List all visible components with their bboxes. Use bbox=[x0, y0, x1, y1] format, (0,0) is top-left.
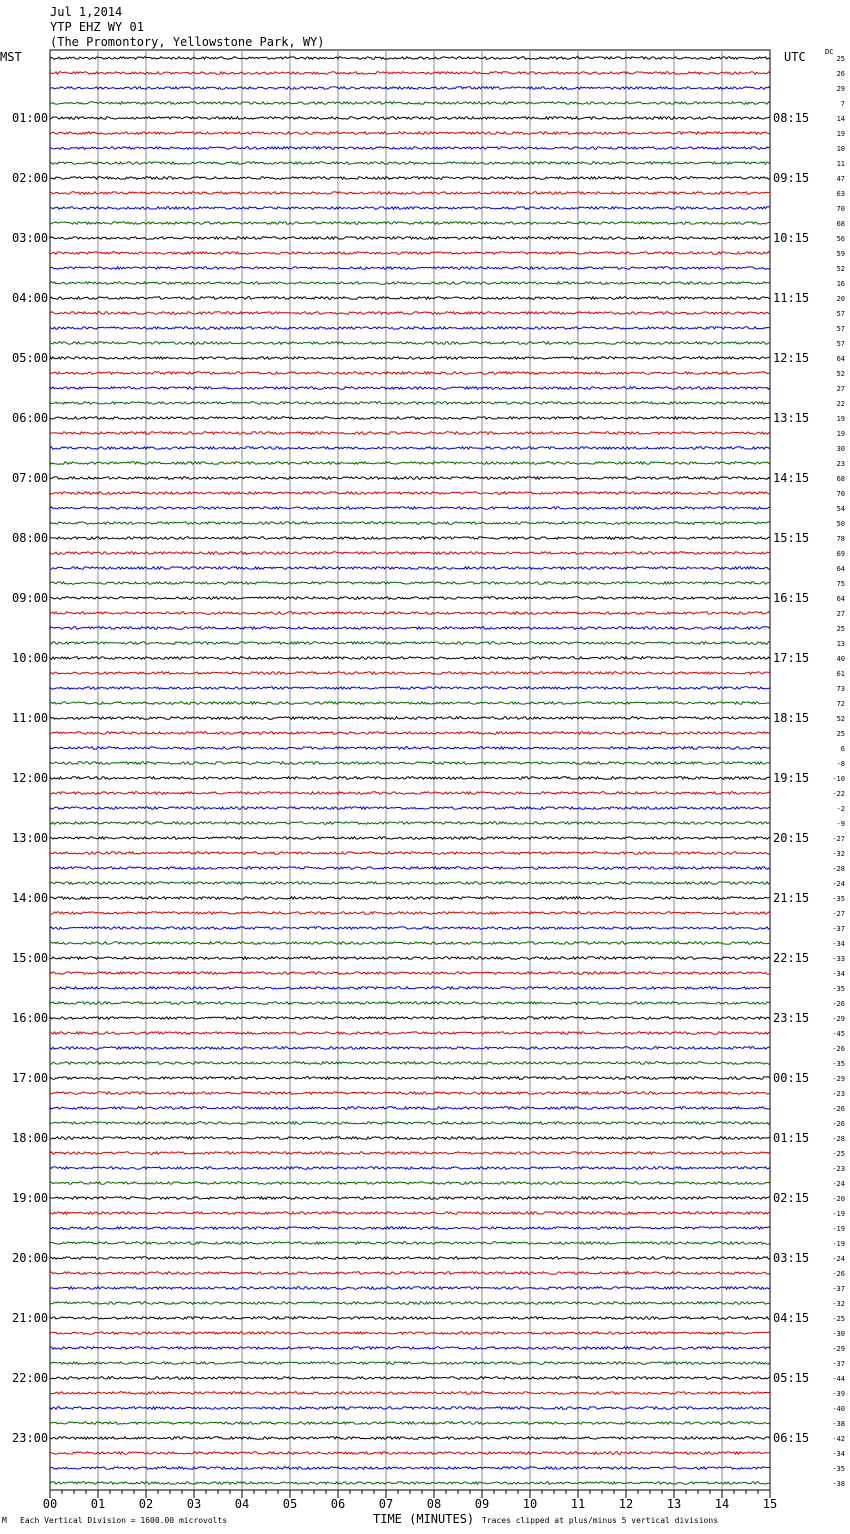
trace-line bbox=[50, 1317, 770, 1320]
trace-line bbox=[50, 747, 770, 750]
minute-grid bbox=[50, 50, 770, 1490]
dc-offset-value: 72 bbox=[836, 700, 845, 708]
dc-offset-value: 6 bbox=[840, 745, 845, 753]
dc-offset-value: 75 bbox=[836, 580, 845, 588]
dc-offset-value: 30 bbox=[836, 445, 845, 453]
trace-line bbox=[50, 1272, 770, 1275]
trace-line bbox=[50, 717, 770, 720]
mst-hour-label: 13:00 bbox=[12, 831, 49, 845]
utc-hour-label: 09:15 bbox=[773, 171, 810, 185]
dc-offset-value: -40 bbox=[832, 1405, 845, 1413]
mst-hour-label: 14:00 bbox=[12, 891, 49, 905]
dc-offset-value: 68 bbox=[836, 220, 845, 228]
trace-line bbox=[50, 267, 770, 270]
seismic-traces bbox=[50, 57, 770, 1485]
utc-hour-label: 21:15 bbox=[773, 891, 810, 905]
mst-hour-label: 12:00 bbox=[12, 771, 49, 785]
trace-line bbox=[50, 897, 770, 900]
dc-offset-value: -10 bbox=[832, 775, 845, 783]
dc-offset-value: 57 bbox=[836, 310, 845, 318]
dc-offset-value: -32 bbox=[832, 850, 845, 858]
station-location: (The Promontory, Yellowstone Park, WY) bbox=[50, 35, 325, 49]
trace-line bbox=[50, 957, 770, 960]
trace-line bbox=[50, 312, 770, 315]
mst-hour-label: 05:00 bbox=[12, 351, 49, 365]
dc-offset-value: 25 bbox=[836, 730, 845, 738]
trace-line bbox=[50, 1092, 770, 1095]
dc-offset-value: -2 bbox=[836, 805, 845, 813]
trace-line bbox=[50, 837, 770, 840]
dc-offset-value: -30 bbox=[832, 1330, 845, 1338]
trace-line bbox=[50, 432, 770, 435]
trace-line bbox=[50, 357, 770, 360]
trace-line bbox=[50, 147, 770, 150]
clip-note: Traces clipped at plus/minus 5 vertical divisions bbox=[482, 1516, 719, 1525]
utc-hour-label: 06:15 bbox=[773, 1431, 810, 1445]
x-tick-label: 09 bbox=[474, 1497, 490, 1511]
dc-offset-value: 13 bbox=[836, 640, 845, 648]
trace-line bbox=[50, 1002, 770, 1005]
trace-line bbox=[50, 987, 770, 990]
trace-line bbox=[50, 612, 770, 615]
trace-line bbox=[50, 687, 770, 690]
trace-line bbox=[50, 57, 770, 60]
utc-label: UTC bbox=[784, 50, 806, 64]
trace-line bbox=[50, 117, 770, 120]
mst-hour-label: 03:00 bbox=[12, 231, 49, 245]
utc-hour-label: 15:15 bbox=[773, 531, 810, 545]
trace-line bbox=[50, 1062, 770, 1065]
dc-offset-value: -37 bbox=[832, 1285, 845, 1293]
dc-offset-value: 27 bbox=[836, 385, 845, 393]
dc-offset-value: -26 bbox=[832, 1120, 845, 1128]
dc-offset-value: 19 bbox=[836, 130, 845, 138]
trace-line bbox=[50, 552, 770, 555]
x-axis-title: TIME (MINUTES) bbox=[373, 1512, 475, 1526]
dc-offset-value: 68 bbox=[836, 475, 845, 483]
trace-line bbox=[50, 387, 770, 390]
utc-hour-label: 05:15 bbox=[773, 1371, 810, 1385]
dc-offset-value: -19 bbox=[832, 1240, 845, 1248]
trace-line bbox=[50, 1302, 770, 1305]
dc-offset-value: -29 bbox=[832, 1015, 845, 1023]
dc-offset-value: 70 bbox=[836, 205, 845, 213]
dc-offset-value: 64 bbox=[836, 355, 845, 363]
utc-hour-label: 03:15 bbox=[773, 1251, 810, 1265]
dc-offset-value: -25 bbox=[832, 1150, 845, 1158]
utc-hour-label: 10:15 bbox=[773, 231, 810, 245]
x-tick-label: 08 bbox=[426, 1497, 442, 1511]
trace-line bbox=[50, 1212, 770, 1215]
dc-offset-value: -24 bbox=[832, 880, 845, 888]
trace-line bbox=[50, 102, 770, 105]
dc-offset-value: 59 bbox=[836, 250, 845, 258]
dc-offset-value: 16 bbox=[836, 280, 845, 288]
trace-line bbox=[50, 672, 770, 675]
mst-hour-label: 20:00 bbox=[12, 1251, 49, 1265]
dc-offset-value: -26 bbox=[832, 1045, 845, 1053]
trace-line bbox=[50, 477, 770, 480]
trace-line bbox=[50, 1467, 770, 1470]
dc-offset-value: 64 bbox=[836, 595, 845, 603]
trace-line bbox=[50, 1017, 770, 1020]
x-tick-label: 15 bbox=[762, 1497, 778, 1511]
mst-hour-label: 07:00 bbox=[12, 471, 49, 485]
trace-line bbox=[50, 1257, 770, 1260]
utc-hour-label: 16:15 bbox=[773, 591, 810, 605]
plot-frame bbox=[50, 50, 770, 1490]
utc-hour-label: 12:15 bbox=[773, 351, 810, 365]
dc-offset-value: -22 bbox=[832, 790, 845, 798]
dc-offset-value: -20 bbox=[832, 1195, 845, 1203]
dc-offset-value: -45 bbox=[832, 1030, 845, 1038]
utc-hour-label: 22:15 bbox=[773, 951, 810, 965]
scale-note: Each Vertical Division = 1600.00 microvolts bbox=[20, 1516, 228, 1525]
dc-offset-value: -28 bbox=[832, 1135, 845, 1143]
dc-offset-value: -34 bbox=[832, 940, 845, 948]
dc-offset-value: 47 bbox=[836, 175, 845, 183]
dc-offset-value: 20 bbox=[836, 295, 845, 303]
mst-hour-label: 01:00 bbox=[12, 111, 49, 125]
mst-hour-label: 16:00 bbox=[12, 1011, 49, 1025]
dc-offset-value: 26 bbox=[836, 70, 845, 78]
trace-line bbox=[50, 522, 770, 525]
dc-offset-value: -39 bbox=[832, 1390, 845, 1398]
dc-offset-value: 11 bbox=[836, 160, 845, 168]
dc-offset-value: -26 bbox=[832, 1105, 845, 1113]
dc-offset-value: 56 bbox=[836, 235, 845, 243]
utc-hour-label: 04:15 bbox=[773, 1311, 810, 1325]
dc-offset-value: -35 bbox=[832, 985, 845, 993]
dc-offset-value: 10 bbox=[836, 145, 845, 153]
dc-offset-value: 27 bbox=[836, 610, 845, 618]
trace-line bbox=[50, 567, 770, 570]
trace-line bbox=[50, 252, 770, 255]
dc-offset-value: -32 bbox=[832, 1300, 845, 1308]
dc-offset-value: -19 bbox=[832, 1225, 845, 1233]
x-tick-label: 02 bbox=[138, 1497, 154, 1511]
mst-hour-label: 22:00 bbox=[12, 1371, 49, 1385]
trace-line bbox=[50, 927, 770, 930]
trace-line bbox=[50, 177, 770, 180]
trace-line bbox=[50, 72, 770, 75]
trace-line bbox=[50, 1242, 770, 1245]
x-tick-label: 06 bbox=[330, 1497, 346, 1511]
trace-line bbox=[50, 327, 770, 330]
trace-line bbox=[50, 492, 770, 495]
utc-hour-label: 13:15 bbox=[773, 411, 810, 425]
trace-line bbox=[50, 222, 770, 225]
trace-line bbox=[50, 1152, 770, 1155]
mst-hour-label: 21:00 bbox=[12, 1311, 49, 1325]
trace-line bbox=[50, 1407, 770, 1410]
station-code: YTP EHZ WY 01 bbox=[50, 20, 144, 34]
trace-line bbox=[50, 627, 770, 630]
trace-line bbox=[50, 1392, 770, 1395]
mst-label: MST bbox=[0, 50, 22, 64]
x-tick-label: 03 bbox=[186, 1497, 202, 1511]
dc-offset-value: 7 bbox=[840, 100, 845, 108]
x-tick-label: 10 bbox=[522, 1497, 538, 1511]
trace-line bbox=[50, 1032, 770, 1035]
trace-line bbox=[50, 237, 770, 240]
dc-offset-value: -34 bbox=[832, 1450, 845, 1458]
trace-line bbox=[50, 762, 770, 765]
trace-line bbox=[50, 1422, 770, 1425]
x-tick-label: 13 bbox=[666, 1497, 682, 1511]
dc-offset-value: 29 bbox=[836, 85, 845, 93]
trace-line bbox=[50, 1227, 770, 1230]
utc-hour-label: 01:15 bbox=[773, 1131, 810, 1145]
trace-line bbox=[50, 807, 770, 810]
footer-logo: M bbox=[2, 1516, 7, 1525]
utc-hour-label: 18:15 bbox=[773, 711, 810, 725]
utc-hour-label: 20:15 bbox=[773, 831, 810, 845]
dc-offset-value: -19 bbox=[832, 1210, 845, 1218]
trace-line bbox=[50, 462, 770, 465]
trace-line bbox=[50, 192, 770, 195]
trace-line bbox=[50, 1347, 770, 1350]
mst-hour-label: 08:00 bbox=[12, 531, 49, 545]
dc-offset-value: 61 bbox=[836, 670, 845, 678]
dc-offset-value: -26 bbox=[832, 1270, 845, 1278]
utc-hour-label: 17:15 bbox=[773, 651, 810, 665]
trace-line bbox=[50, 702, 770, 705]
dc-offset-value: 57 bbox=[836, 340, 845, 348]
mst-hour-label: 19:00 bbox=[12, 1191, 49, 1205]
dc-offset-value: 70 bbox=[836, 490, 845, 498]
dc-offset-value: -37 bbox=[832, 925, 845, 933]
dc-offset-value: 50 bbox=[836, 520, 845, 528]
dc-offset-value: 57 bbox=[836, 325, 845, 333]
trace-line bbox=[50, 1332, 770, 1335]
utc-hour-label: 11:15 bbox=[773, 291, 810, 305]
trace-line bbox=[50, 417, 770, 420]
mst-hour-label: 10:00 bbox=[12, 651, 49, 665]
dc-label: DC bbox=[825, 48, 834, 56]
trace-line bbox=[50, 282, 770, 285]
plot-date: Jul 1,2014 bbox=[50, 5, 123, 19]
utc-hour-labels bbox=[773, 111, 809, 1445]
mst-hour-label: 09:00 bbox=[12, 591, 49, 605]
utc-hour-label: 19:15 bbox=[773, 771, 810, 785]
trace-line bbox=[50, 1377, 770, 1380]
utc-hour-label: 00:15 bbox=[773, 1071, 810, 1085]
dc-offset-value: -9 bbox=[836, 820, 845, 828]
dc-offset-value: -25 bbox=[832, 1315, 845, 1323]
dc-offset-value: 78 bbox=[836, 535, 845, 543]
dc-offset-value: -42 bbox=[832, 1435, 845, 1443]
trace-line bbox=[50, 1452, 770, 1455]
mst-hour-label: 02:00 bbox=[12, 171, 49, 185]
x-tick-label: 00 bbox=[42, 1497, 58, 1511]
trace-line bbox=[50, 822, 770, 825]
trace-line bbox=[50, 792, 770, 795]
dc-offset-value: 22 bbox=[836, 400, 845, 408]
mst-hour-label: 06:00 bbox=[12, 411, 49, 425]
dc-offset-value: -8 bbox=[836, 760, 845, 768]
dc-offset-value: -33 bbox=[832, 955, 845, 963]
mst-hour-label: 18:00 bbox=[12, 1131, 49, 1145]
dc-offset-value: -26 bbox=[832, 1000, 845, 1008]
trace-line bbox=[50, 1182, 770, 1185]
trace-line bbox=[50, 777, 770, 780]
trace-line bbox=[50, 1077, 770, 1080]
dc-offset-value: -23 bbox=[832, 1090, 845, 1098]
dc-offset-value: -38 bbox=[832, 1420, 845, 1428]
trace-line bbox=[50, 507, 770, 510]
dc-offset-value: -24 bbox=[832, 1180, 845, 1188]
mst-hour-label: 23:00 bbox=[12, 1431, 49, 1445]
x-tick-label: 04 bbox=[234, 1497, 250, 1511]
trace-line bbox=[50, 1287, 770, 1290]
trace-line bbox=[50, 1122, 770, 1125]
trace-line bbox=[50, 342, 770, 345]
dc-offset-value: -44 bbox=[832, 1375, 845, 1383]
dc-offset-value: 25 bbox=[836, 625, 845, 633]
trace-line bbox=[50, 852, 770, 855]
x-tick-label: 01 bbox=[90, 1497, 106, 1511]
mst-hour-labels bbox=[12, 111, 48, 1445]
trace-line bbox=[50, 297, 770, 300]
time-axis bbox=[43, 1490, 777, 1511]
trace-line bbox=[50, 597, 770, 600]
mst-hour-label: 04:00 bbox=[12, 291, 49, 305]
trace-line bbox=[50, 912, 770, 915]
dc-offset-value: 25 bbox=[836, 55, 845, 63]
dc-offset-value: -38 bbox=[832, 1480, 845, 1488]
x-tick-label: 07 bbox=[378, 1497, 394, 1511]
dc-offset-value: 52 bbox=[836, 715, 845, 723]
utc-hour-label: 02:15 bbox=[773, 1191, 810, 1205]
mst-hour-label: 17:00 bbox=[12, 1071, 49, 1085]
x-tick-label: 05 bbox=[282, 1497, 298, 1511]
trace-line bbox=[50, 972, 770, 975]
dc-offset-labels bbox=[832, 55, 845, 1488]
trace-line bbox=[50, 132, 770, 135]
utc-hour-label: 08:15 bbox=[773, 111, 810, 125]
dc-offset-value: 63 bbox=[836, 190, 845, 198]
dc-offset-value: -28 bbox=[832, 865, 845, 873]
trace-line bbox=[50, 1437, 770, 1440]
trace-line bbox=[50, 1362, 770, 1365]
trace-line bbox=[50, 657, 770, 660]
dc-offset-value: -27 bbox=[832, 910, 845, 918]
trace-line bbox=[50, 87, 770, 90]
trace-line bbox=[50, 402, 770, 405]
trace-line bbox=[50, 1137, 770, 1140]
trace-line bbox=[50, 642, 770, 645]
trace-line bbox=[50, 1482, 770, 1485]
x-tick-label: 12 bbox=[618, 1497, 634, 1511]
utc-hour-label: 14:15 bbox=[773, 471, 810, 485]
dc-offset-value: -27 bbox=[832, 835, 845, 843]
dc-offset-value: -35 bbox=[832, 895, 845, 903]
trace-line bbox=[50, 537, 770, 540]
trace-line bbox=[50, 207, 770, 210]
trace-line bbox=[50, 1197, 770, 1200]
dc-offset-value: -34 bbox=[832, 970, 845, 978]
dc-offset-value: -35 bbox=[832, 1465, 845, 1473]
trace-line bbox=[50, 867, 770, 870]
trace-line bbox=[50, 732, 770, 735]
dc-offset-value: -29 bbox=[832, 1075, 845, 1083]
trace-line bbox=[50, 582, 770, 585]
dc-offset-value: 54 bbox=[836, 505, 845, 513]
trace-line bbox=[50, 372, 770, 375]
trace-line bbox=[50, 1167, 770, 1170]
dc-offset-value: -37 bbox=[832, 1360, 845, 1368]
utc-hour-label: 23:15 bbox=[773, 1011, 810, 1025]
mst-hour-label: 11:00 bbox=[12, 711, 49, 725]
trace-line bbox=[50, 942, 770, 945]
trace-line bbox=[50, 447, 770, 450]
dc-offset-value: 14 bbox=[836, 115, 845, 123]
dc-offset-value: 69 bbox=[836, 550, 845, 558]
dc-offset-value: 40 bbox=[836, 655, 845, 663]
dc-offset-value: -23 bbox=[832, 1165, 845, 1173]
dc-offset-value: 23 bbox=[836, 460, 845, 468]
dc-offset-value: 73 bbox=[836, 685, 845, 693]
dc-offset-value: 19 bbox=[836, 415, 845, 423]
trace-line bbox=[50, 1047, 770, 1050]
mst-hour-label: 15:00 bbox=[12, 951, 49, 965]
dc-offset-value: -24 bbox=[832, 1255, 845, 1263]
dc-offset-value: 52 bbox=[836, 265, 845, 273]
trace-line bbox=[50, 882, 770, 885]
x-tick-label: 11 bbox=[570, 1497, 586, 1511]
dc-offset-value: 64 bbox=[836, 565, 845, 573]
trace-line bbox=[50, 162, 770, 165]
trace-line bbox=[50, 1107, 770, 1110]
x-tick-label: 14 bbox=[714, 1497, 730, 1511]
dc-offset-value: 19 bbox=[836, 430, 845, 438]
dc-offset-value: -29 bbox=[832, 1345, 845, 1353]
dc-offset-value: -35 bbox=[832, 1060, 845, 1068]
dc-offset-value: 52 bbox=[836, 370, 845, 378]
